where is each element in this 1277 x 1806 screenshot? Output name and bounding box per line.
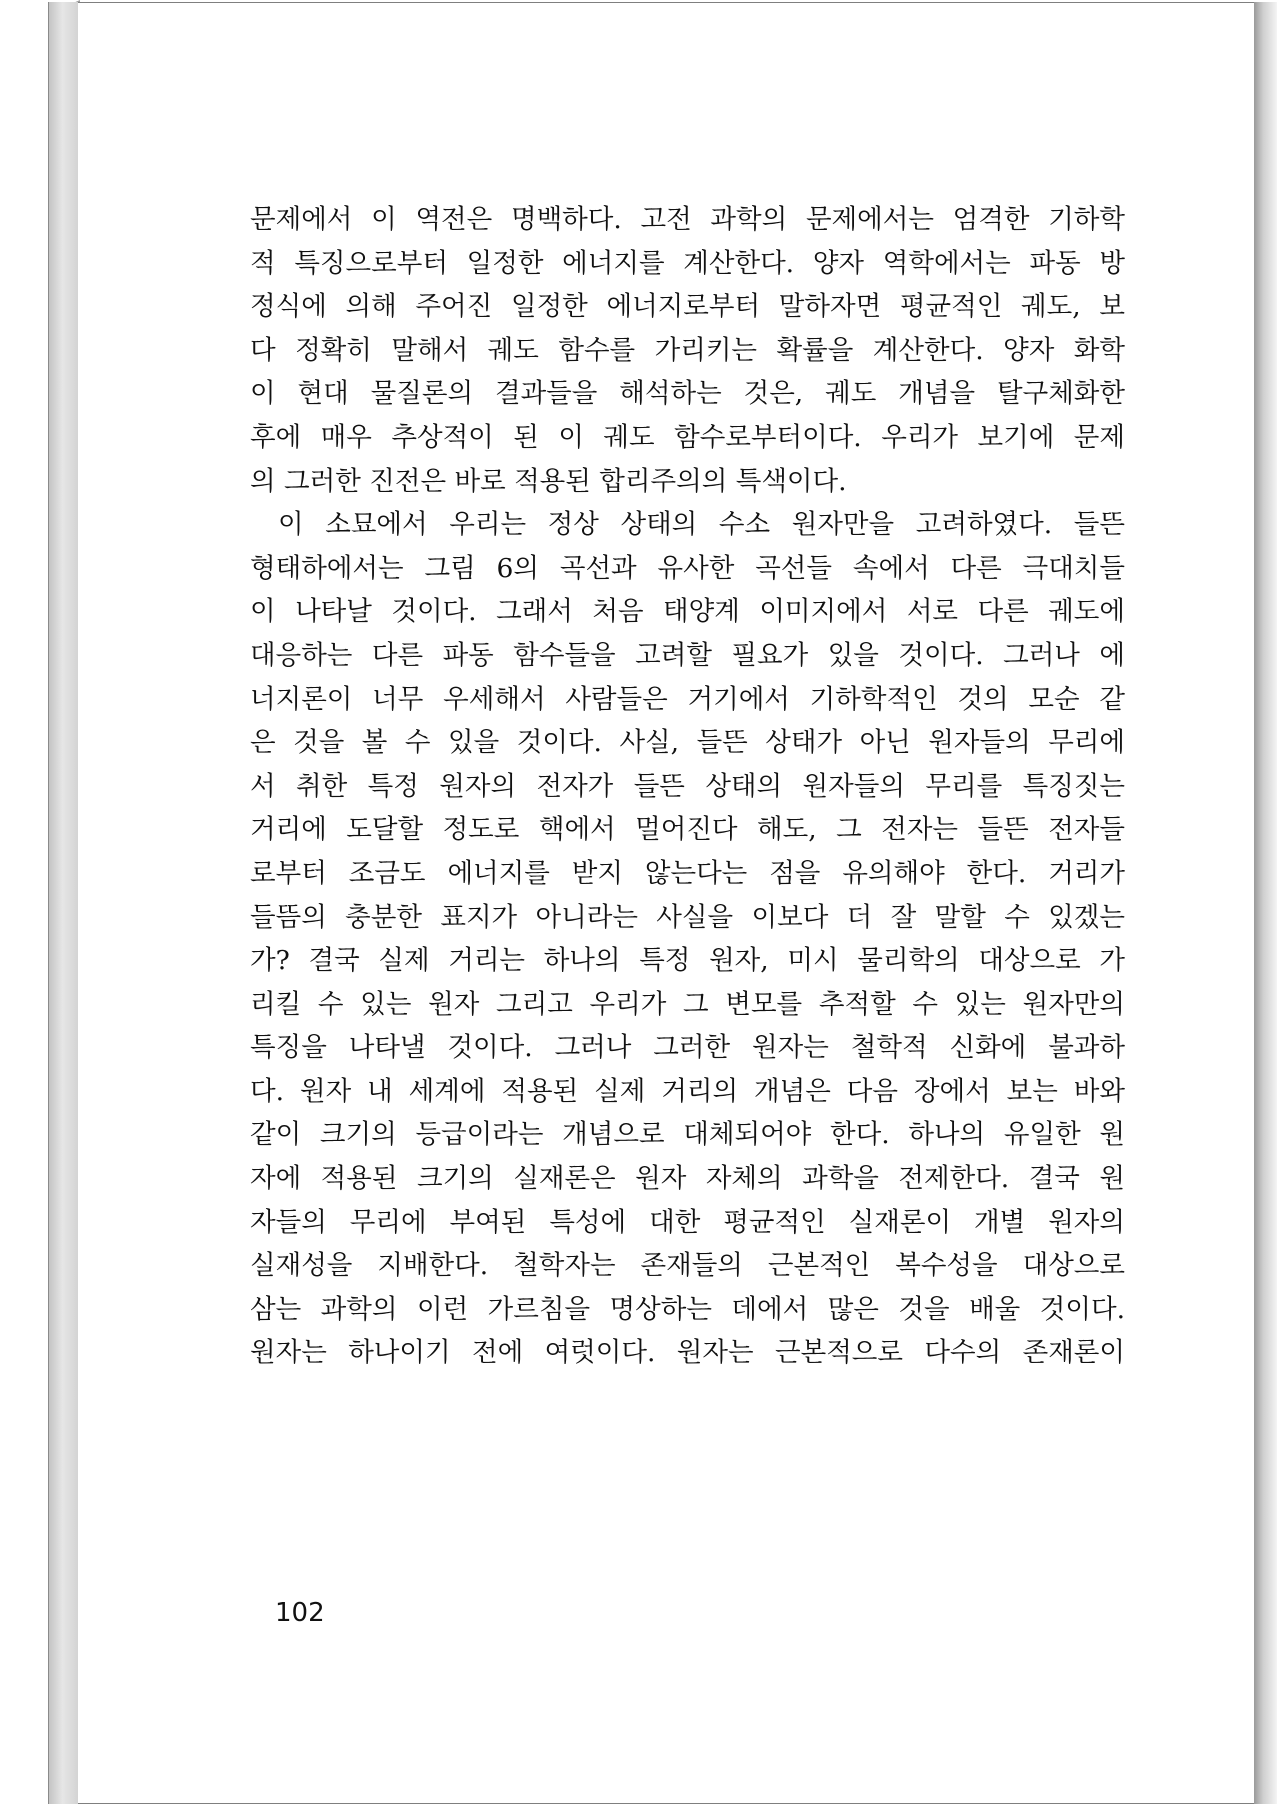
text-line: 의 그러한 진전은 바로 적용된 합리주의의 특색이다.: [250, 465, 847, 497]
text-line: 다 정확히 말해서 궤도 함수를 가리키는 확률을 계산한다. 양자 화학: [250, 334, 1125, 366]
book-spine: [48, 2, 80, 1804]
text-line: 삼는 과학의 이런 가르침을 명상하는 데에서 많은 것을 배울 것이다.: [250, 1293, 1125, 1325]
text-line: 다. 원자 내 세계에 적용된 실제 거리의 개념은 다음 장에서 보는 바와: [250, 1075, 1125, 1107]
text-line: 자들의 무리에 부여된 특성에 대한 평균적인 실재론이 개별 원자의: [250, 1206, 1125, 1238]
text-line: 들뜸의 충분한 표지가 아니라는 사실을 이보다 더 잘 말할 수 있겠는: [250, 901, 1125, 933]
text-line: 형태하에서는 그림 6의 곡선과 유사한 곡선들 속에서 다른 극대치들: [250, 552, 1125, 584]
text-line: 은 것을 볼 수 있을 것이다. 사실, 들뜬 상태가 아닌 원자들의 무리에: [250, 727, 1125, 759]
text-line: 문제에서 이 역전은 명백하다. 고전 과학의 문제에서는 엄격한 기하학: [250, 204, 1125, 235]
text-line: 적 특징으로부터 일정한 에너지를 계산한다. 양자 역학에서는 파동 방: [250, 247, 1125, 279]
text-line: 너지론이 너무 우세해서 사람들은 거기에서 기하학적인 것의 모순 같: [250, 683, 1125, 715]
text-line: 리킬 수 있는 원자 그리고 우리가 그 변모를 추적할 수 있는 원자만의: [250, 988, 1125, 1020]
text-line: 원자는 하나이기 전에 여럿이다. 원자는 근본적으로 다수의 존재론이: [250, 1337, 1125, 1369]
text-line: 자에 적용된 크기의 실재론은 원자 자체의 과학을 전제한다. 결국 원: [250, 1163, 1125, 1195]
text-line: 이 소묘에서 우리는 정상 상태의 수소 원자만을 고려하였다. 들뜬: [278, 509, 1125, 541]
text-line: 실재성을 지배한다. 철학자는 존재들의 근본적인 복수성을 대상으로: [250, 1250, 1125, 1282]
text-line: 로부터 조금도 에너지를 받지 않는다는 점을 유의해야 한다. 거리가: [250, 857, 1125, 889]
text-line: 정식에 의해 주어진 일정한 에너지로부터 말하자면 평균적인 궤도, 보: [250, 291, 1125, 323]
text-line: 서 취한 특정 원자의 전자가 들뜬 상태의 원자들의 무리를 특징짓는: [250, 770, 1125, 802]
body-text: [250, 198, 1125, 1375]
text-line: 이 현대 물질론의 결과들을 해석하는 것은, 궤도 개념을 탈구체화한: [250, 378, 1125, 410]
page-number: 102: [275, 1598, 325, 1628]
text-line: 특징을 나타낼 것이다. 그러나 그러한 원자는 철학적 신화에 불과하: [250, 1032, 1125, 1064]
text-line: 대응하는 다른 파동 함수들을 고려할 필요가 있을 것이다. 그러나 에: [250, 639, 1125, 671]
text-line: 후에 매우 추상적이 된 이 궤도 함수로부터이다. 우리가 보기에 문제: [250, 421, 1125, 453]
page-edge-shadow: [1254, 2, 1277, 1804]
text-line: 이 나타날 것이다. 그래서 처음 태양계 이미지에서 서로 다른 궤도에: [250, 596, 1125, 628]
text-line: 같이 크기의 등급이라는 개념으로 대체되어야 한다. 하나의 유일한 원: [250, 1119, 1125, 1151]
text-line: 거리에 도달할 정도로 핵에서 멀어진다 해도, 그 전자는 들뜬 전자들: [250, 814, 1125, 846]
text-line: 가? 결국 실제 거리는 하나의 특정 원자, 미시 물리학의 대상으로 가: [250, 945, 1125, 977]
